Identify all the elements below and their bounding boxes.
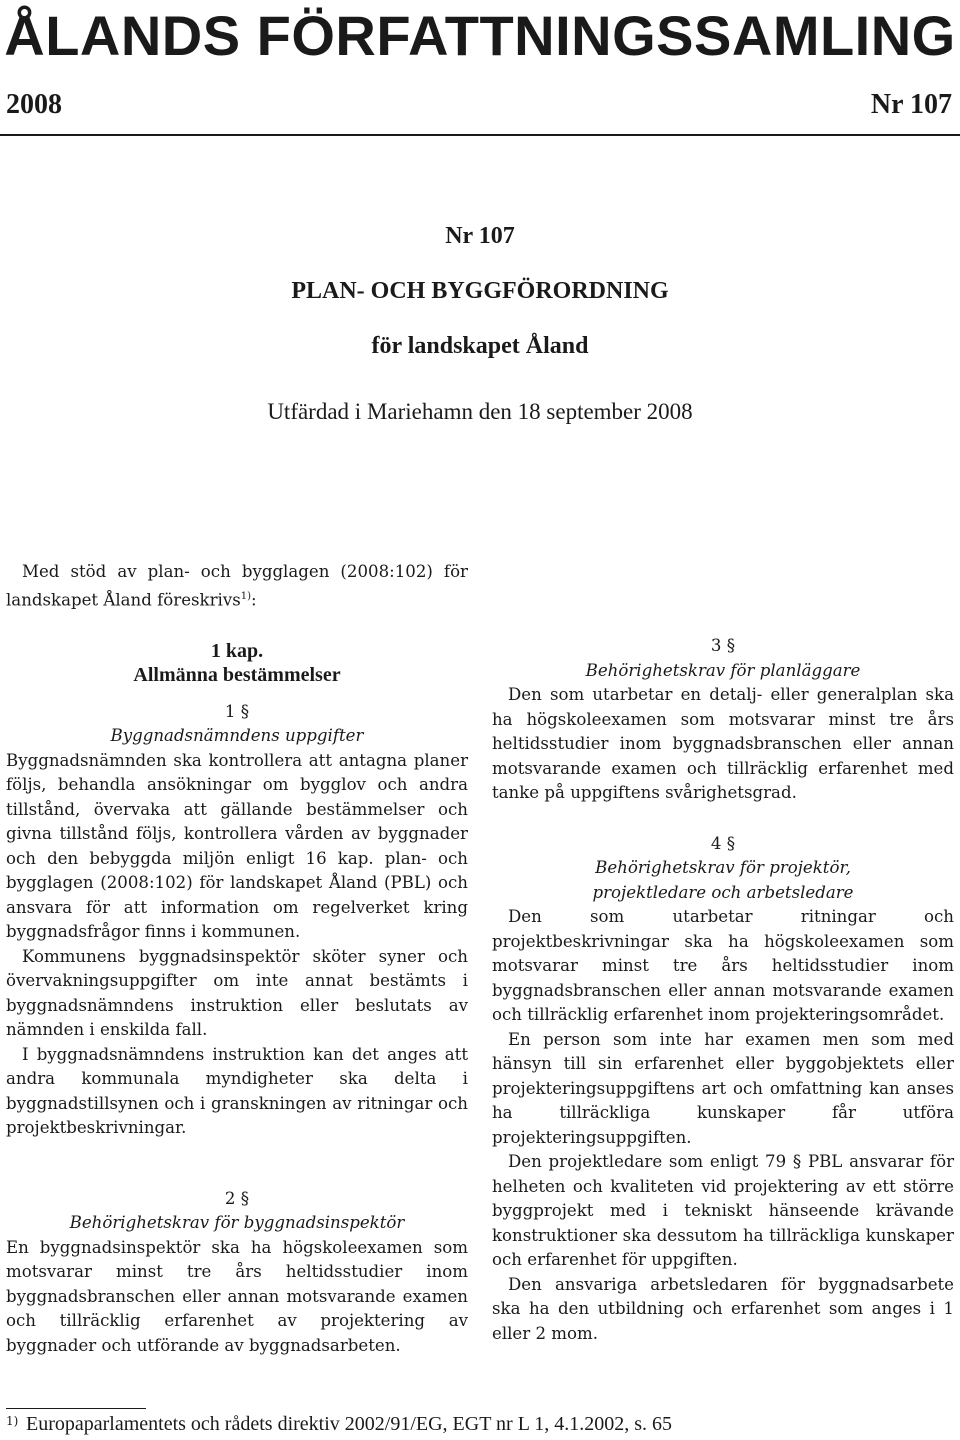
footnote-marker: 1) [6, 1414, 19, 1428]
section-3-heading: Behörighetskrav för planläggare [585, 660, 861, 680]
statute-region: för landskapet Åland [371, 333, 589, 359]
spacer [6, 613, 468, 639]
left-column [6, 560, 468, 1358]
section-1-paragraph-3: I byggnadsnämndens instruktion kan det anges att andra kommunala myndigheter ska delta i byggnadstillsynen och i granskningen av ritningar och projektbeskrivningar. [6, 1044, 468, 1138]
section-2-paragraph: En byggnadsinspektör ska ha högskoleexamen som motsvarar minst tre års heltidsstudier inom byggnadsbranschen eller annan motsvarande examen och tillräcklig erfarenhet av projektering av byggnader och utförande av byggnadsarbeten. [6, 1237, 468, 1355]
preamble-text: Med stöd av plan- och bygglagen (2008:102) för landskapet Åland föreskrivs [6, 562, 468, 610]
section-1-paragraph-1: Byggnadsnämnden ska kontrollera att antagna planer följs, behandla ansökningar om bygglov och andra tillstånd, övervaka att gällande bestämmelser och givna tillstånd följs, kontrollera vården av byggnader och den bebyggda miljön enligt 16 kap. plan- och bygglagen (2008:102) för landskapet Åland (PBL) och ansvara för att information om regelverket kring byggnadsfrågor finns i kommunen. [6, 750, 468, 942]
right-column-content [492, 634, 954, 1346]
section-1-paragraph-2: Kommunens byggnadsinspektör sköter syner och övervakningsuppgifter om inte annat bestämts i byggnadsnämndens instruktion eller beslutats av nämnden i enskilda fall. [6, 946, 468, 1040]
statute-issued: Utfärdad i Mariehamn den 18 september 2008 [267, 399, 693, 424]
section-2-number: 2 § [224, 1188, 250, 1208]
footnote-ref: 1) [240, 590, 251, 602]
section-2-heading: Behörighetskrav för byggnadsinspektör [69, 1213, 405, 1233]
header-rule [0, 134, 960, 136]
header-year: 2008 [6, 89, 62, 120]
chapter-number: 1 kap. [210, 639, 264, 662]
preamble [6, 560, 468, 613]
section-4-number: 4 § [710, 833, 736, 853]
header-number: Nr 107 [870, 89, 952, 120]
section-3-number: 3 § [710, 636, 736, 655]
spacer [492, 806, 954, 832]
section-1-heading: Byggnadsnämndens uppgifter [110, 726, 364, 746]
statute-number: Nr 107 [445, 223, 515, 249]
footnote-text: Europaparlamentets och rådets direktiv 2002/91/EG, EGT nr L 1, 4.1.2002, s. 65 [26, 1413, 672, 1435]
section-3-paragraph: Den som utarbetar en detalj- eller generalplan ska ha högskoleexamen som motsvarar minst tre års heltidsstudier inom byggnadsbranschen eller annan motsvarande examen och tillräcklig erfarenhet med tanke på uppgiftens svårighetsgrad. [492, 685, 954, 802]
section-4-paragraph-4: Den ansvariga arbetsledaren för byggnadsarbete ska ha den utbildning och erfarenhet som anges i 1 eller 2 mom. [492, 1274, 954, 1343]
collection-title: ÅLANDS FÖRFATTNINGSSAMLING [4, 4, 956, 67]
preamble-suffix: : [250, 590, 257, 610]
section-4-heading-line-1: Behörighetskrav för projektör, [595, 858, 851, 877]
section-4-paragraph-1: Den som utarbetar ritningar och projektbeskrivningar ska ha högskoleexamen som motsvarar minst tre års heltidsstudier inom byggnadsbranschen eller annan motsvarande examen och tillräcklig erfarenhet inom projekteringsområdet. [492, 907, 954, 1024]
section-4-heading-line-2: projektledare och arbetsledare [592, 882, 854, 902]
section-1-number: 1 § [224, 701, 250, 721]
spacer [6, 1141, 468, 1187]
section-4-paragraph-3: Den projektledare som enligt 79 § PBL ansvarar för helheten och kvaliteten vid projektering av ett större byggprojekt med i tekniskt hänseende krävande konstruktioner ska dessutom ha tillräckliga kunskaper och erfarenhet för uppgiften. [492, 1152, 954, 1269]
statute-title: PLAN- OCH BYGGFÖRORDNING [291, 278, 669, 304]
footnote-rule [6, 1408, 146, 1409]
chapter-title: Allmänna bestämmelser [133, 664, 341, 687]
section-4-paragraph-2: En person som inte har examen men som med hänsyn till sin erfarenhet eller byggobjektets eller projekteringsuppgiftens art och omfattning kan anses ha tillräckliga kunskaper får utföra projekteringsuppgiften. [492, 1029, 954, 1147]
